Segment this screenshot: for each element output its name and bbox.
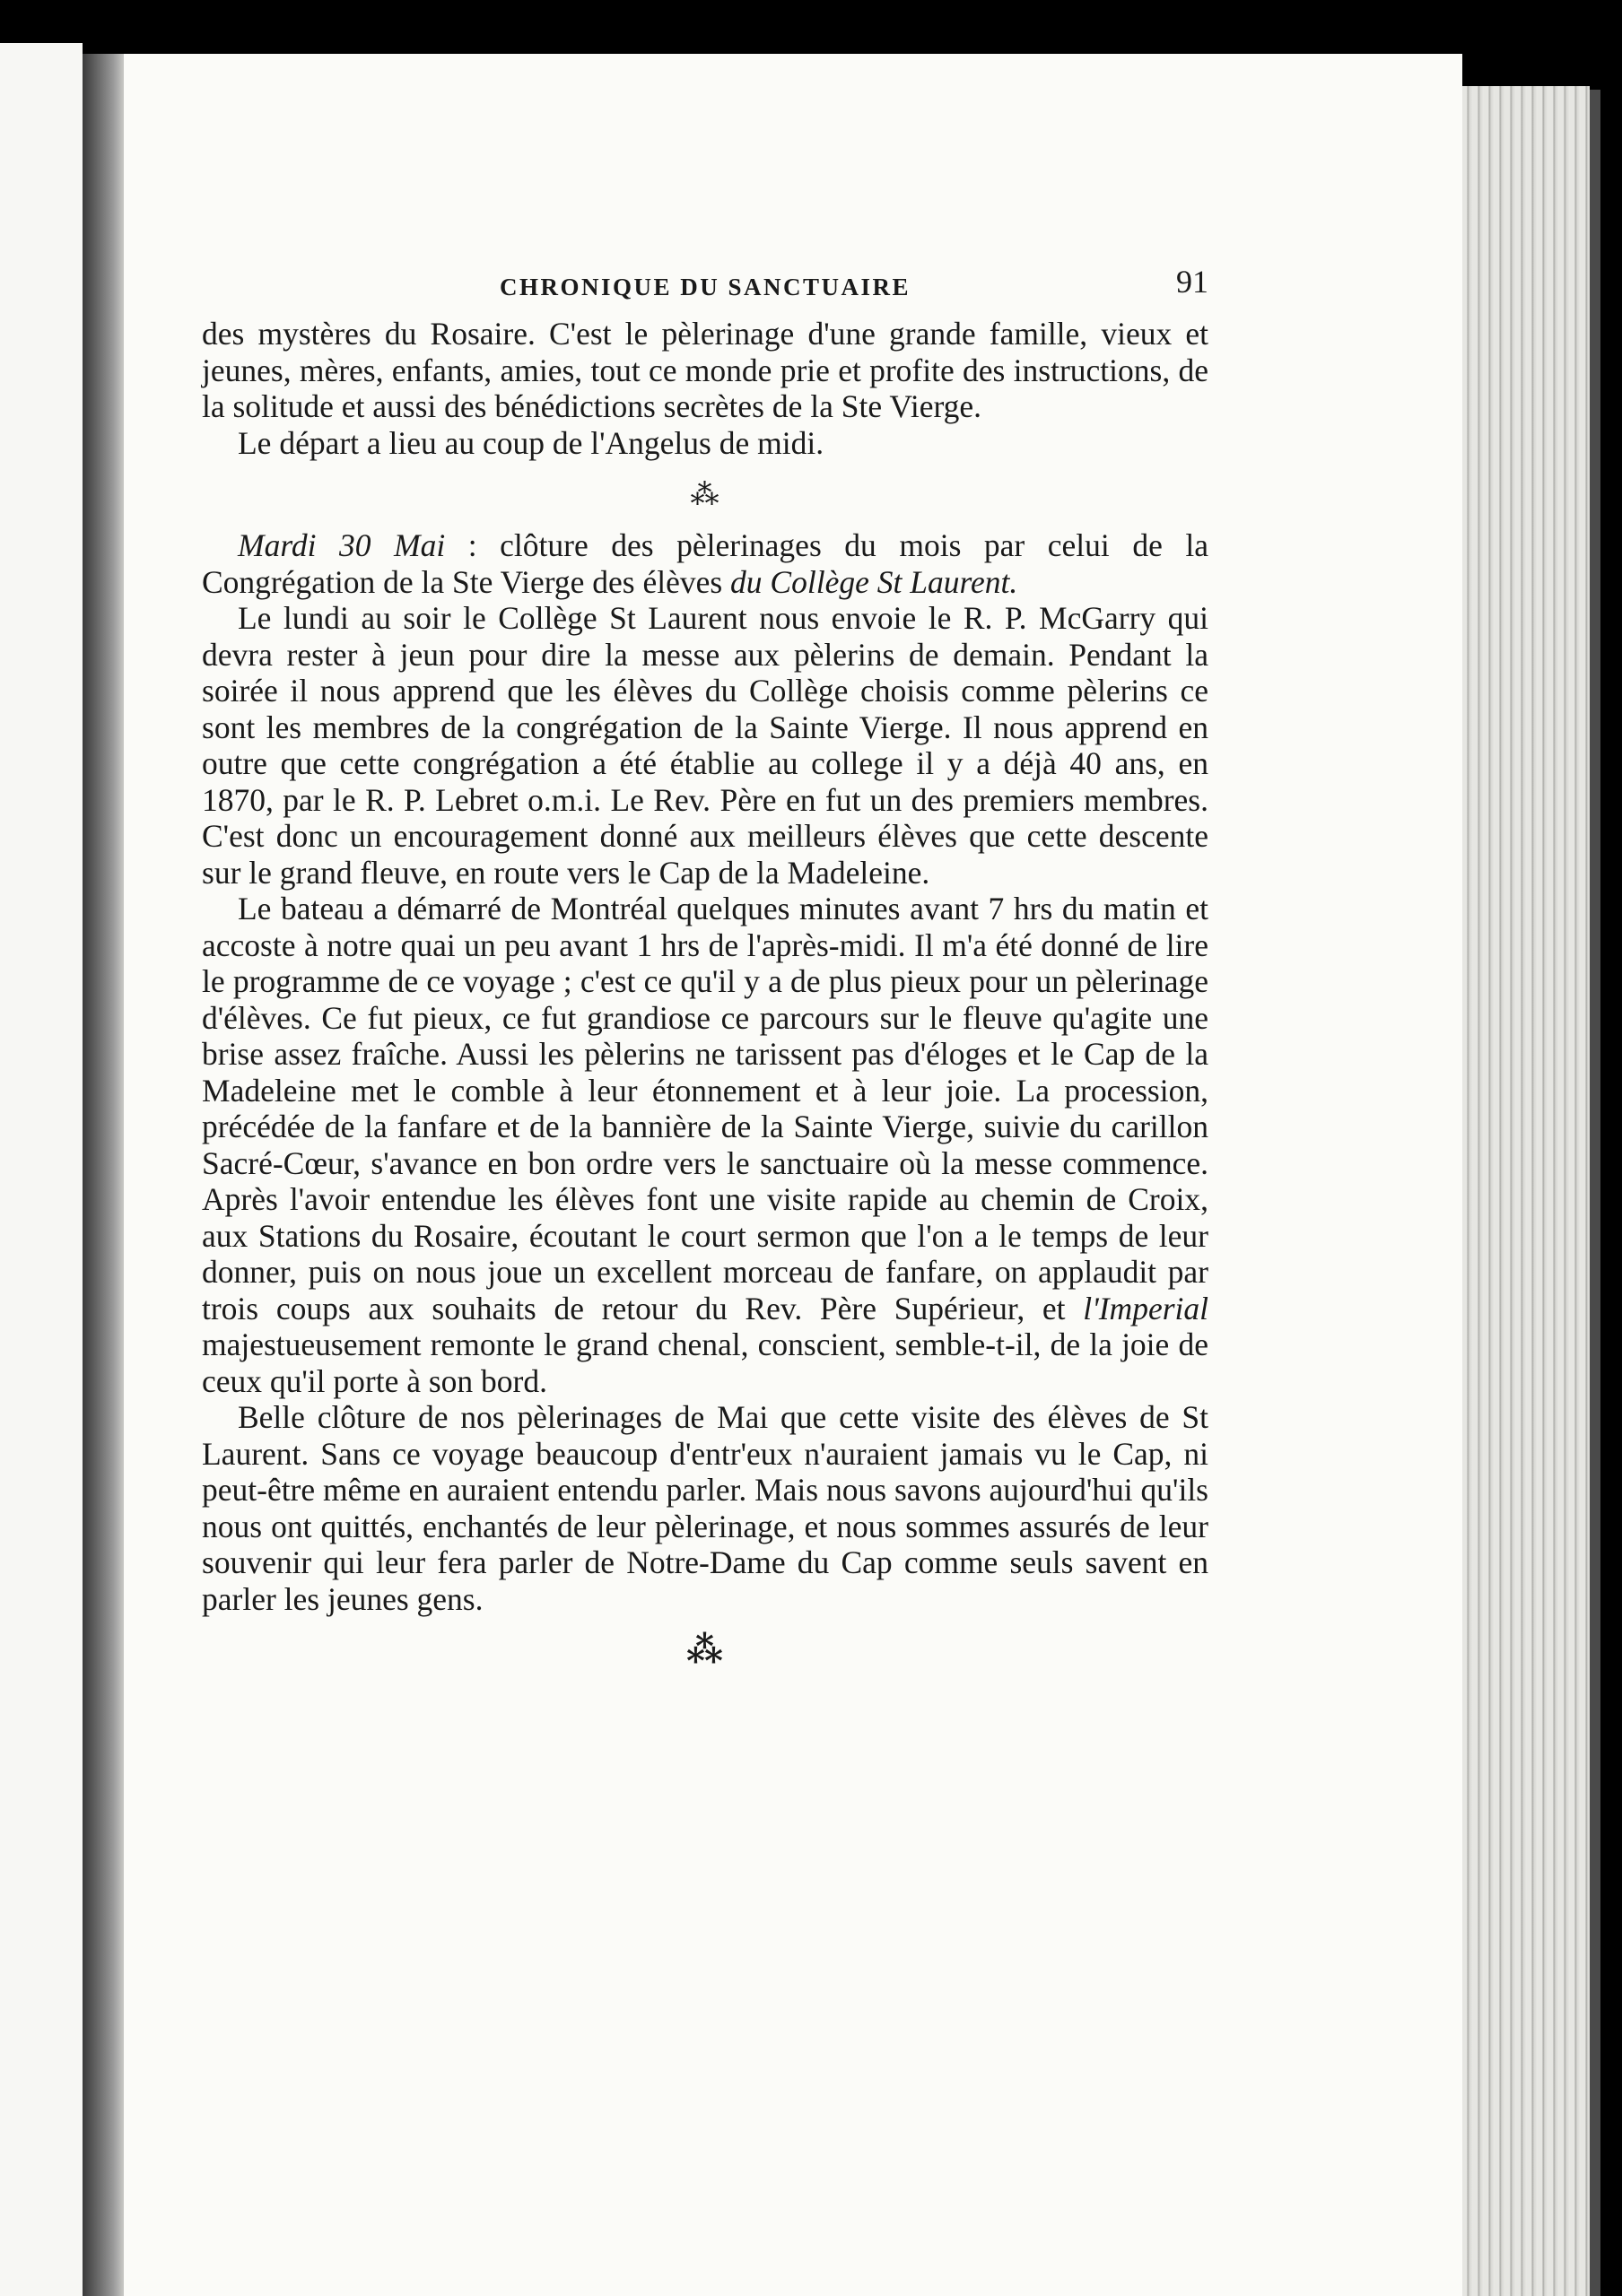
entry-summary: : clôture des pèlerinages du mois par celui de la Congrégation de la Ste Vierge des élèves — [202, 527, 1208, 600]
section-asterism-end: ⁂ — [686, 1630, 724, 1670]
running-head — [202, 265, 1208, 316]
running-head-title: CHRONIQUE DU SANCTUAIRE — [499, 274, 911, 300]
entry-date: Mardi 30 Mai — [238, 527, 446, 563]
ship-name: l'Imperial — [1083, 1290, 1208, 1326]
text-block — [202, 265, 1208, 1683]
section-asterism: ⁂ — [690, 478, 720, 510]
paragraph-arrival: Le lundi au soir le Collège St Laurent nous envoie le R. P. McGarry qui devra rester à jeun pour dire la messe aux pèlerins de demain. Pendant la soirée il nous apprend que les élèves du Collège choisis comme pèlerins ce sont les membres de la congrégation de la Sainte Vierge. Il nous apprend en outre que cette congrégation a été établie au college il y a déjà 40 ans, en 1870, par le R. P. Lebret o.m.i. Le Rev. Père en fut un des premiers membres. C'est donc un encouragement donné aux meilleurs élèves que cette descente sur le grand fleuve, en route vers le Cap de la Madeleine. — [202, 600, 1208, 891]
paragraph-continued: des mystères du Rosaire. C'est le pèlerinage d'une grande famille, vieux et jeunes, mères, enfants, amies, tout ce monde prie et profite des instructions, de la solitude et aussi des bénédictions secrètes de la Ste Vierge. — [202, 316, 1208, 424]
book-gutter — [83, 54, 124, 2296]
paragraph-pilgrimage — [202, 891, 1208, 1399]
paragraph-closing: Belle clôture de nos pèlerinages de Mai que cette visite des élèves de St Laurent. Sans ce voyage beaucoup d'entr'eux n'auraient jamais vu le Cap, ni peut-être même en auraient entendu parler. Mais nous savons aujourd'hui qu'ils nous ont quittés, enchantés de leur pèlerinage, et nous sommes assurés de leur souvenir qui leur fera parler de Notre-Dame du Cap comme seuls savent en parler les jeunes gens. — [202, 1399, 1208, 1617]
page-edge-shadow — [1590, 90, 1600, 2296]
paragraph-departure: Le départ a lieu au coup de l'Angelus de midi. — [238, 424, 824, 461]
page-number: 91 — [1176, 264, 1208, 300]
paragraph-entry-heading — [202, 527, 1208, 600]
previous-page-edge — [0, 43, 83, 2296]
page-fore-edge — [1462, 86, 1590, 2296]
college-name: du Collège St Laurent. — [730, 563, 1018, 600]
paragraph-pilgrimage-text: Le bateau a démarré de Montréal quelques minutes avant 7 hrs du matin et accoste à notre quai un peu avant 1 hrs de l'après-midi. Il m'a été donné de lire le programme de ce voyage ; c'est ce qu'il y a de plus pieux pour un pèlerinage d'élèves. Ce fut pieux, ce fut grandiose ce parcours sur le fleuve qu'agite une brise assez fraîche. Aussi les pèlerins ne tarissent pas d'éloges et le Cap de la Madeleine met le comble à leur étonnement et à leur joie. La procession, précédée de la fanfare et de la bannière de la Sainte Vierge, suivie du carillon Sacré-Cœur, s'avance en bon ordre vers le sanctuaire où la messe commence. Après l'avoir entendue les élèves font une visite rapide au chemin de Croix, aux Stations du Rosaire, écoutant le court sermon que l'on a le temps de leur donner, puis on nous joue un excellent morceau de fanfare, on applaudit par trois coups aux souhaits de retour du Rev. Père Supérieur, et — [202, 891, 1208, 1326]
paragraph-pilgrimage-end: majestueusement remonte le grand chenal, conscient, semble-t-il, de la joie de ceux qu'il porte à son bord. — [202, 1326, 1208, 1399]
